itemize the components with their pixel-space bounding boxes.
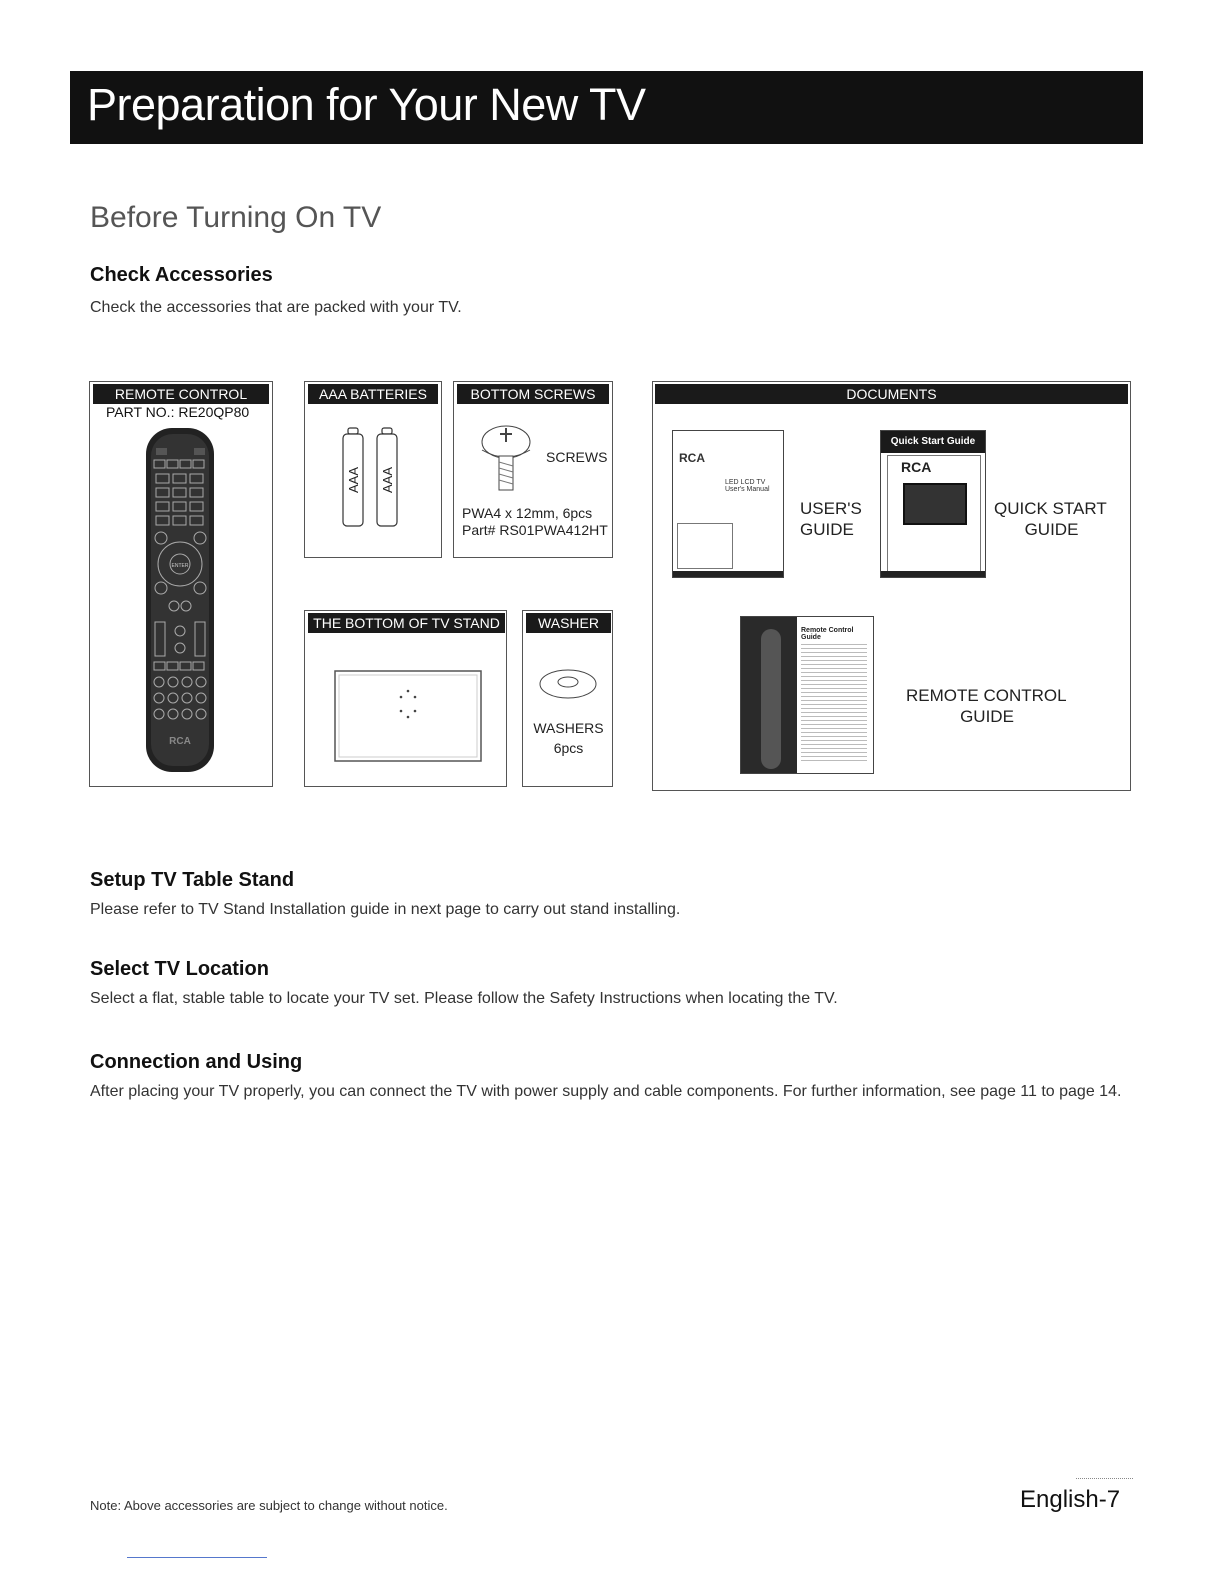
title-banner bbox=[70, 71, 1143, 144]
users-guide-cover bbox=[672, 430, 784, 578]
users-guide-label-2: GUIDE bbox=[800, 520, 854, 539]
select-location-heading: Select TV Location bbox=[90, 958, 269, 980]
users-guide-logo: RCA bbox=[679, 451, 705, 465]
washer-label: WASHERS bbox=[533, 720, 604, 736]
washer-title: WASHER bbox=[526, 613, 611, 633]
stand-title: THE BOTTOM OF TV STAND bbox=[308, 613, 505, 633]
bottom-rule bbox=[127, 1557, 267, 1558]
remote-part-number: PART NO.: RE20QP80 bbox=[106, 404, 250, 420]
users-guide-cover-text: LED LCD TV User's Manual bbox=[725, 479, 770, 493]
documents-title: DOCUMENTS bbox=[655, 384, 1128, 404]
setup-stand-text: Please refer to TV Stand Installation guide in next page to carry out stand installing. bbox=[90, 901, 681, 918]
remote-enter-label: ENTER bbox=[171, 563, 189, 569]
quick-start-cover bbox=[880, 430, 986, 578]
section-title: Before Turning On TV bbox=[90, 201, 382, 234]
page-title: Preparation for Your New TV bbox=[87, 79, 646, 130]
remote-control-image bbox=[140, 426, 220, 776]
quick-start-logo: RCA bbox=[901, 459, 932, 475]
quick-start-label-2: GUIDE bbox=[1024, 520, 1079, 539]
washer-qty: 6pcs bbox=[553, 740, 584, 756]
batteries-title: AAA BATTERIES bbox=[308, 384, 438, 404]
remote-control-title: REMOTE CONTROL bbox=[93, 384, 269, 404]
remote-guide-cover bbox=[740, 616, 874, 774]
battery-label-1: AAA bbox=[346, 466, 361, 494]
documents-box bbox=[652, 381, 1131, 791]
setup-stand-heading: Setup TV Table Stand bbox=[90, 869, 295, 891]
remote-control-box bbox=[89, 381, 273, 787]
screws-spec: PWA4 x 12mm, 6pcs bbox=[462, 505, 593, 521]
connection-heading: Connection and Using bbox=[90, 1051, 303, 1073]
batteries-box bbox=[304, 381, 442, 558]
stand-image bbox=[333, 669, 483, 763]
remote-logo: RCA bbox=[169, 736, 191, 747]
washer-icon bbox=[537, 667, 599, 701]
screws-box bbox=[453, 381, 613, 558]
screws-part-number: Part# RS01PWA412HT bbox=[462, 522, 608, 538]
quick-start-label-1: QUICK START bbox=[994, 499, 1107, 518]
quick-start-banner: Quick Start Guide bbox=[881, 431, 985, 453]
stand-box bbox=[304, 610, 507, 787]
battery-label-2: AAA bbox=[380, 466, 395, 494]
batteries-image bbox=[339, 426, 409, 530]
remote-guide-cover-title: Remote Control Guide bbox=[801, 627, 854, 641]
connection-text: After placing your TV properly, you can connect the TV with power supply and cable components. For further information, see page 11 to page 14. bbox=[90, 1083, 1122, 1100]
check-accessories-heading: Check Accessories bbox=[90, 264, 273, 286]
page-number-rule bbox=[1076, 1478, 1133, 1479]
remote-guide-label-1: REMOTE CONTROL bbox=[906, 686, 1067, 705]
page-number: English-7 bbox=[1020, 1486, 1121, 1513]
remote-guide-label-2: GUIDE bbox=[960, 707, 1014, 726]
screws-title: BOTTOM SCREWS bbox=[457, 384, 609, 404]
screw-icon bbox=[476, 420, 536, 498]
footer-note: Note: Above accessories are subject to change without notice. bbox=[90, 1498, 448, 1513]
washer-box bbox=[522, 610, 613, 787]
select-location-text: Select a flat, stable table to locate your TV set. Please follow the Safety Instructions when locating the TV. bbox=[90, 990, 838, 1007]
users-guide-label-1: USER'S bbox=[800, 499, 862, 518]
check-accessories-text: Check the accessories that are packed with your TV. bbox=[90, 299, 462, 316]
screws-label: SCREWS bbox=[546, 449, 608, 465]
